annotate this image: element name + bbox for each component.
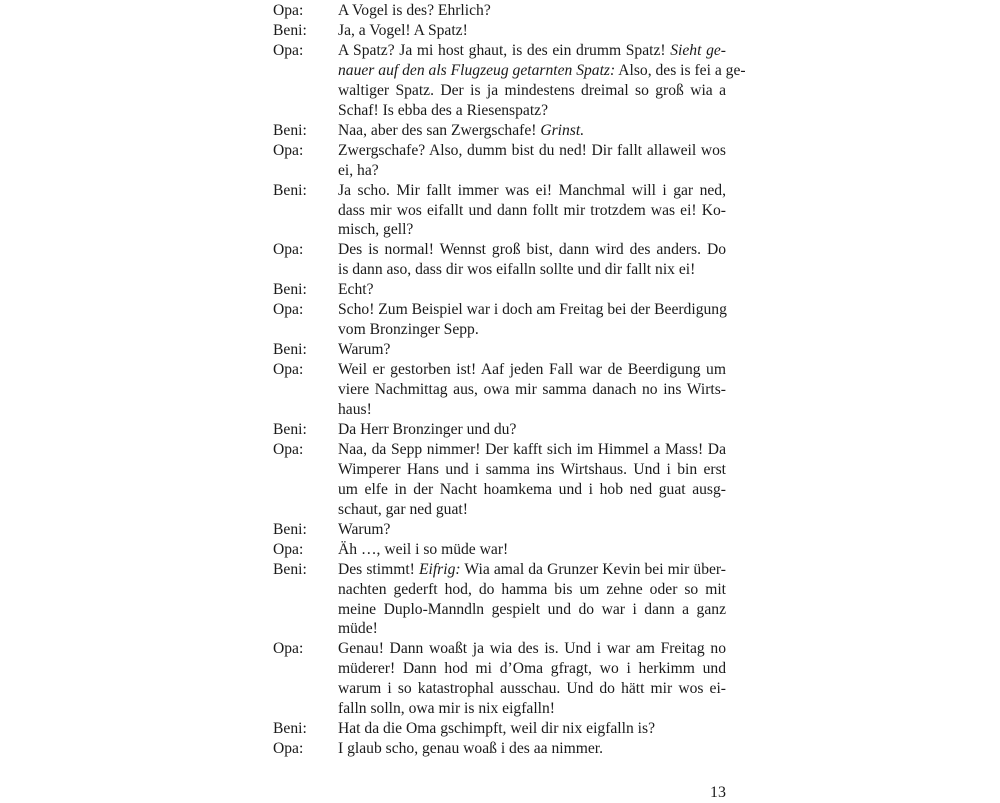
spoken-text: Scho! Zum Beispiel war i doch am Freitag bei der Beerdigung: [338, 301, 727, 319]
dialogue-line: [0, 201, 1000, 221]
dialogue-line: [0, 739, 1000, 759]
speaker-name: Opa:: [273, 540, 304, 558]
dialogue-text: [338, 240, 726, 260]
speaker-name: Beni:: [273, 420, 307, 438]
spoken-text: Da Herr Bronzinger und du?: [338, 420, 517, 438]
dialogue-line: [0, 181, 1000, 201]
dialogue-line: [0, 520, 1000, 540]
spoken-text: A Vogel is des? Ehrlich?: [338, 2, 491, 19]
dialogue-line: [0, 719, 1000, 739]
dialogue-text: [338, 220, 726, 240]
dialogue-text: [338, 460, 726, 480]
dialogue-text: [338, 440, 726, 460]
dialogue-text: [338, 61, 746, 81]
spoken-text: Hat da die Oma gschimpft, weil dir nix eigfalln is?: [338, 720, 655, 738]
dialogue-text: [338, 540, 726, 560]
stage-direction: Grinst.: [540, 121, 585, 139]
dialogue-text: [338, 480, 726, 500]
spoken-text: ei, ha?: [338, 161, 379, 179]
speaker-name: Opa:: [273, 2, 304, 19]
dialogue-line: [0, 280, 1000, 300]
dialogue-text: [338, 360, 726, 380]
dialogue-line: [0, 360, 1000, 380]
dialogue-text: [338, 679, 726, 699]
dialogue-line: [0, 560, 1000, 580]
spoken-text: is dann aso, dass dir wos eifalln sollte und dir fallt nix ei!: [338, 261, 696, 279]
dialogue-text: [338, 181, 726, 201]
dialogue-line: [0, 699, 1000, 719]
speaker-name: Opa:: [273, 440, 304, 458]
speaker-name: Opa:: [273, 241, 304, 259]
spoken-text: um elfe in der Nacht hoamkema und i hob ned guat ausg-: [338, 480, 726, 498]
dialogue-text: [338, 580, 726, 600]
dialogue-line: [0, 161, 1000, 181]
dialogue-text: [338, 1, 726, 21]
spoken-text: Also, des is fei a ge-: [615, 61, 746, 79]
dialogue-line: [0, 141, 1000, 161]
spoken-text: müderer! Dann hod mi d’Oma gfragt, wo i herkimm und: [338, 660, 726, 678]
stage-direction: nauer auf den als Flugzeug getarnten Spatz:: [338, 61, 616, 79]
spoken-text: nachten gederft hod, do hamma bis um zehne oder so mit: [338, 580, 726, 598]
spoken-text: meine Duplo-Manndln gespielt und do war i dann a ganz: [338, 600, 726, 618]
dialogue-text: [338, 380, 726, 400]
dialogue-line: [0, 340, 1000, 360]
spoken-text: falln solln, owa mir is nix eigfalln!: [338, 700, 555, 718]
dialogue-line: [0, 101, 1000, 121]
dialogue-line: [0, 41, 1000, 61]
spoken-text: Wia amal da Grunzer Kevin bei mir über-: [460, 560, 726, 578]
dialogue-line: [0, 121, 1000, 141]
dialogue-line: [0, 500, 1000, 520]
dialogue-text: [338, 300, 726, 320]
dialogue-line: [0, 220, 1000, 240]
dialogue-line: [0, 1, 1000, 21]
speaker-name: Beni:: [273, 281, 307, 299]
dialogue-text: [338, 81, 726, 101]
dialogue-text: [338, 41, 726, 61]
dialogue-text: [338, 500, 726, 520]
speaker-name: Opa:: [273, 141, 304, 159]
dialogue-line: [0, 679, 1000, 699]
dialogue-line: [0, 380, 1000, 400]
dialogue-text: [338, 260, 726, 280]
spoken-text: Echt?: [338, 281, 374, 299]
page-number: 13: [710, 784, 726, 801]
dialogue-line: [0, 480, 1000, 500]
spoken-text: Genau! Dann woaßt ja wia des is. Und i war am Freitag no: [338, 640, 726, 658]
dialogue-text: [338, 560, 726, 580]
spoken-text: müde!: [338, 620, 378, 638]
speaker-name: Opa:: [273, 41, 304, 59]
dialogue-text: [338, 699, 726, 719]
dialogue-line: [0, 540, 1000, 560]
dialogue-text: [338, 121, 726, 141]
spoken-text: I glaub scho, genau woaß i des aa nimmer.: [338, 740, 604, 758]
speaker-name: Beni:: [273, 720, 307, 738]
dialogue-line: [0, 260, 1000, 280]
dialogue-text: [338, 420, 726, 440]
spoken-text: Naa, aber des san Zwergschafe!: [338, 121, 541, 139]
dialogue-text: [338, 161, 726, 181]
spoken-text: Ja scho. Mir fallt immer was ei! Manchmal will i gar ned,: [338, 181, 726, 199]
dialogue-text: [338, 141, 726, 161]
dialogue-line: [0, 61, 1000, 81]
stage-direction: Eifrig:: [418, 560, 461, 578]
spoken-text: Des stimmt!: [338, 560, 419, 578]
dialogue-text: [338, 21, 726, 41]
spoken-text: waltiger Spatz. Der is ja mindestens dreimal so groß wia a: [338, 81, 726, 99]
dialogue-text: [338, 639, 726, 659]
dialogue-line: [0, 300, 1000, 320]
spoken-text: Warum?: [338, 520, 391, 538]
spoken-text: Schaf! Is ebba des a Riesenspatz?: [338, 101, 548, 119]
speaker-name: Beni:: [273, 560, 307, 578]
spoken-text: Weil er gestorben ist! Aaf jeden Fall war de Beerdigung um: [338, 361, 726, 379]
dialogue-line: [0, 460, 1000, 480]
speaker-name: Opa:: [273, 301, 304, 319]
dialogue-line: [0, 240, 1000, 260]
dialogue-line: [0, 659, 1000, 679]
dialogue-text: [338, 619, 726, 639]
spoken-text: haus!: [338, 401, 372, 418]
speaker-name: Opa:: [273, 640, 304, 658]
spoken-text: Zwergschafe? Also, dumm bist du ned! Dir fallt allaweil wos: [338, 141, 726, 159]
dialogue-text: [338, 659, 726, 679]
dialogue-line: [0, 81, 1000, 101]
dialogue-text: [338, 520, 726, 540]
dialogue-line: [0, 440, 1000, 460]
dialogue-text: [338, 340, 726, 360]
dialogue-text: [338, 101, 726, 121]
dialogue-text: [338, 320, 726, 340]
dialogue-line: [0, 580, 1000, 600]
speaker-name: Beni:: [273, 520, 307, 538]
spoken-text: dass mir wos eifallt und dann follt mir trotzdem was ei! Ko-: [338, 201, 726, 219]
speaker-name: Beni:: [273, 121, 307, 139]
spoken-text: warum i so katastrophal ausschau. Und do hätt mir wos ei-: [338, 680, 726, 698]
dialogue-line: [0, 400, 1000, 420]
dialogue-text: [338, 201, 726, 221]
dialogue-line: [0, 21, 1000, 41]
stage-direction: Sieht ge-: [670, 41, 726, 59]
dialogue-text: [338, 600, 726, 620]
speaker-name: Opa:: [273, 361, 304, 379]
dialogue-line: [0, 420, 1000, 440]
spoken-text: viere Nachmittag aus, owa mir samma danach no ins Wirts-: [338, 381, 726, 399]
spoken-text: A Spatz? Ja mi host ghaut, is des ein drumm Spatz!: [338, 41, 671, 59]
dialogue-text: [338, 280, 726, 300]
spoken-text: Naa, da Sepp nimmer! Der kafft sich im Himmel a Mass! Da: [338, 440, 726, 458]
dialogue-text: [338, 400, 726, 420]
spoken-text: vom Bronzinger Sepp.: [338, 321, 479, 339]
spoken-text: Des is normal! Wennst groß bist, dann wird des anders. Do: [338, 241, 726, 259]
spoken-text: Warum?: [338, 341, 391, 359]
speaker-name: Opa:: [273, 740, 304, 758]
dialogue-text: [338, 739, 726, 759]
speaker-name: Beni:: [273, 341, 307, 359]
dialogue-line: [0, 619, 1000, 639]
spoken-text: Ja, a Vogel! A Spatz!: [338, 21, 468, 39]
dialogue-line: [0, 320, 1000, 340]
spoken-text: schaut, gar ned guat!: [338, 500, 468, 518]
dialogue-line: [0, 600, 1000, 620]
speaker-name: Beni:: [273, 181, 307, 199]
spoken-text: Wimperer Hans und i samma ins Wirtshaus. Und i bin erst: [338, 460, 726, 478]
speaker-name: Beni:: [273, 21, 307, 39]
spoken-text: misch, gell?: [338, 221, 414, 239]
dialogue-line: [0, 639, 1000, 659]
dialogue-text: [338, 719, 726, 739]
spoken-text: Äh …, weil i so müde war!: [338, 540, 509, 558]
